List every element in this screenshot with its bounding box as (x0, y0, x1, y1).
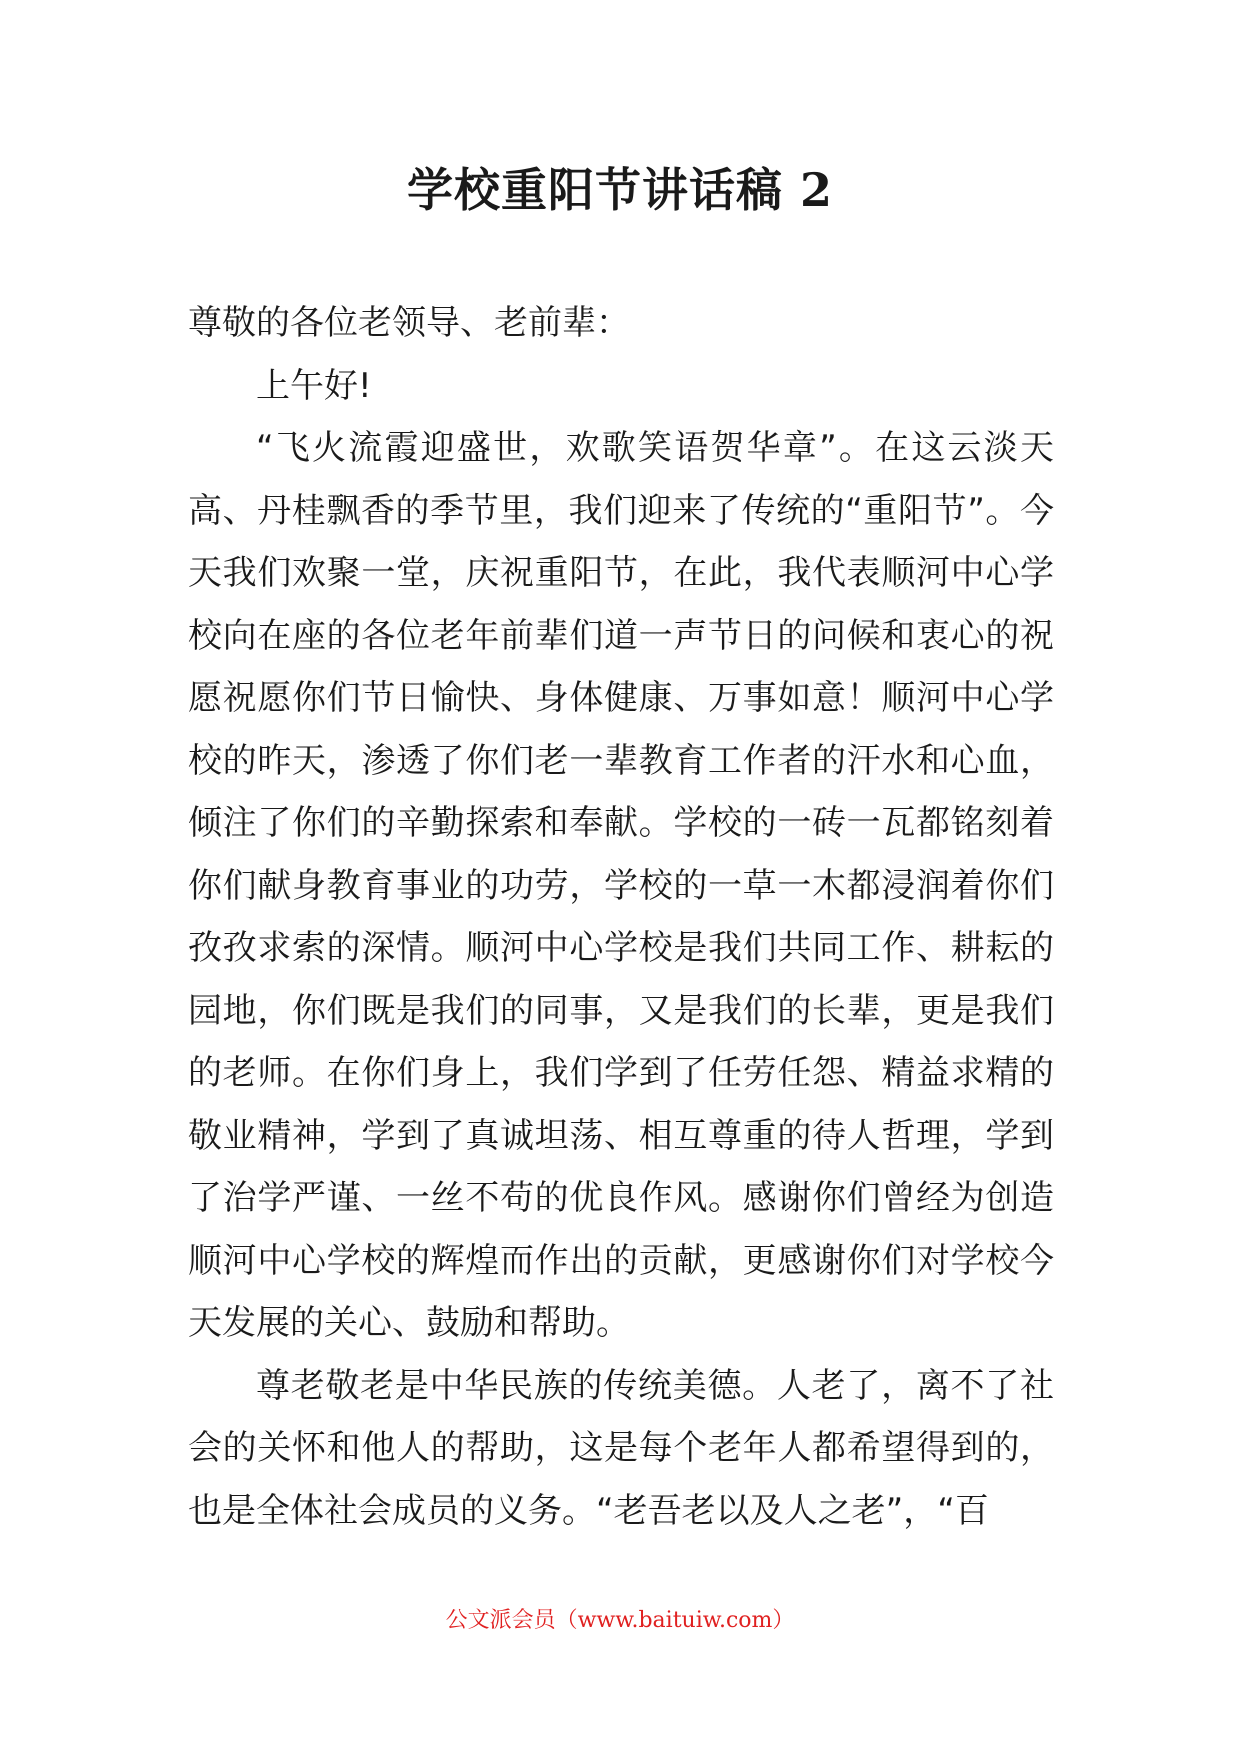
document-body (188, 292, 1054, 1542)
greeting: 上午好! (256, 365, 372, 406)
paragraph-1: “飞火流霞迎盛世，欢歌笑语贺华章”。在这云淡天高、丹桂飘香的季节里，我们迎来了传统的“重阳节”。今天我们欢聚一堂，庆祝重阳节，在此，我代表顺河中心学校向在座的各位老年前辈们道一声节日的问候和衷心的祝愿祝愿你们节日愉快、身体健康、万事如意！顺河中心学校的昨天，渗透了你们老一辈教育工作者的汗水和心血，倾注了你们的辛勤探索和奉献。学校的一砖一瓦都铭刻着你们献身教育事业的功劳，学校的一草一木都浸润着你们孜孜求索的深情。顺河中心学校是我们共同工作、耕耘的园地，你们既是我们的同事，又是我们的长辈，更是我们的老师。在你们身上，我们学到了任劳任怨、精益求精的敬业精神，学到了真诚坦荡、相互尊重的待人哲理，学到了治学严谨、一丝不苟的优良作风。感谢你们曾经为创造顺河中心学校的辉煌而作出的贡献，更感谢你们对学校今天发展的关心、鼓励和帮助。 (188, 428, 1054, 1343)
paragraph-2: 尊老敬老是中华民族的传统美德。人老了，离不了社会的关怀和他人的帮助，这是每个老年人都希望得到的，也是全体社会成员的义务。“老吾老以及人之老”，“百 (188, 1365, 1054, 1531)
footer-watermark: 公文派会员（www.baituiw.com） (445, 1608, 795, 1633)
salutation: 尊敬的各位老领导、老前辈： (188, 303, 630, 343)
document-title: 学校重阳节讲话稿 2 (406, 163, 834, 217)
